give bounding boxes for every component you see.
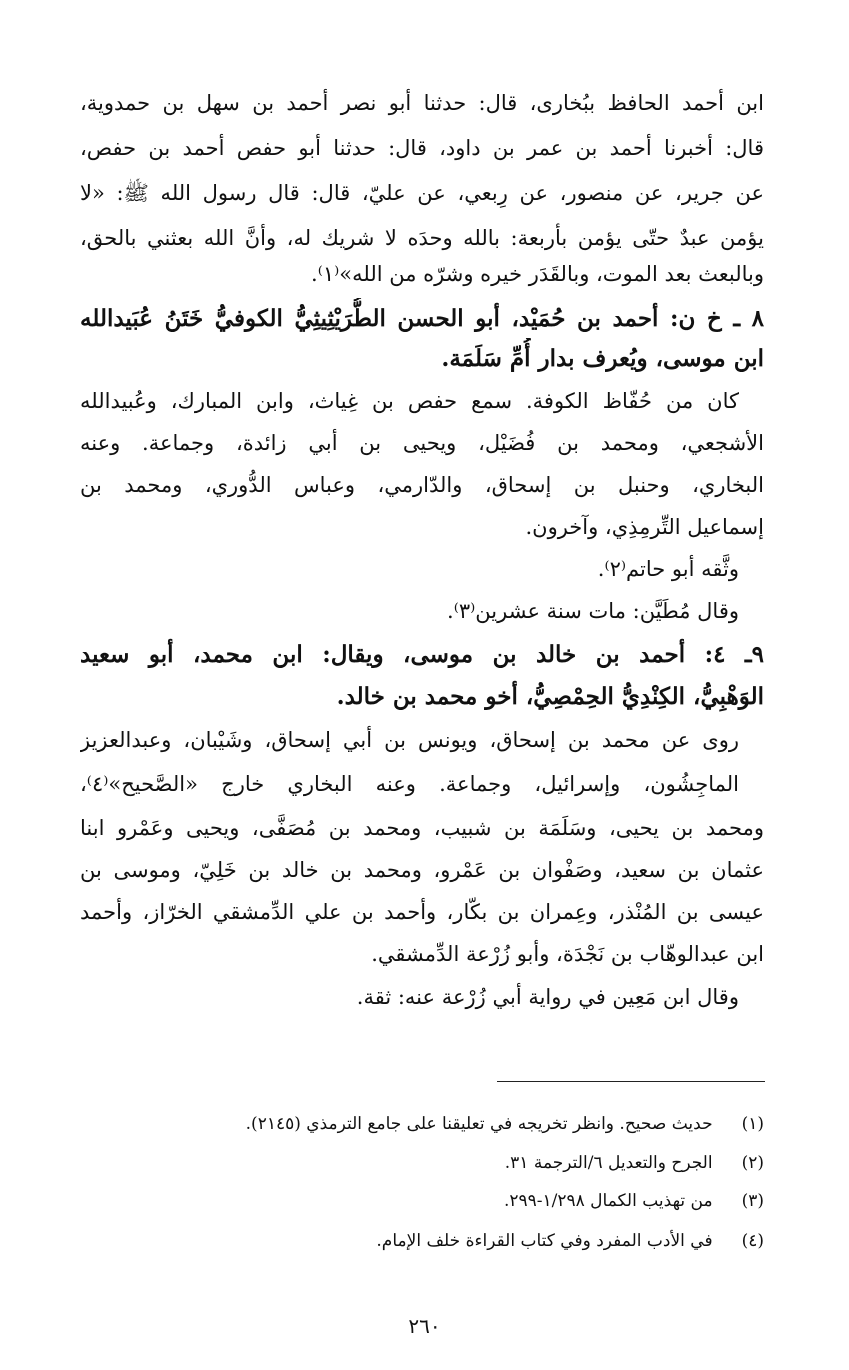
footnote-text: الجرح والتعديل ٦/الترجمة ٣١. — [504, 1153, 713, 1173]
body-line: روى عن محمد بن إسحاق، ويونس بن أبي إسحاق، وشَيْبان، وعبدالعزيز — [80, 728, 739, 752]
entry-heading: الوَهْبِيُّ، الكِنْدِيُّ الحِمْصِيُّ، أخو محمد بن خالد. — [336, 683, 764, 710]
body-line: وبالبعث بعد الموت، وبالقَدَر خيره وشرّه من الله»⁽١⁾. — [311, 262, 764, 286]
body-line: عثمان بن سعيد، وصَفْوان بن عَمْرو، ومحمد بن خالد بن خَلِيّ، وموسى بن — [80, 858, 764, 882]
entry-heading: ٩ـ ٤: أحمد بن خالد بن موسى، ويقال: ابن محمد، أبو سعيد — [80, 641, 764, 668]
footnote — [80, 1148, 764, 1178]
body-line: وقال مُطَيَّن: مات سنة عشرين⁽٣⁾. — [447, 599, 739, 623]
body-line: ابن عبدالوهّاب بن نَجْدَة، وأبو زُرْعة الدِّمشقي. — [371, 942, 764, 966]
body-line: وقال ابن مَعِين في رواية أبي زُرْعة عنه: ثقة. — [356, 985, 739, 1009]
body-line: عيسى بن المُنْذر، وعِمران بن بكّار، وأحمد بن علي الدِّمشقي الخرّاز، وأحمد — [80, 900, 764, 924]
body-line: عن جرير، عن منصور، عن رِبعي، عن عليّ، قال: قال رسول الله ﷺ: «لا — [80, 181, 764, 205]
footnote-number: (٣) — [741, 1191, 764, 1211]
entry-heading: ٨ ـ خ ن: أحمد بن حُمَيْد، أبو الحسن الطُّرَيْثِيثِيُّ الكوفيُّ خَتَنُ عُبَيدالله — [80, 305, 764, 332]
footnote-number: (٢) — [741, 1153, 764, 1173]
footnote-text: من تهذيب الكمال ١/٢٩٨-٢٩٩. — [503, 1191, 713, 1211]
entry-heading: ابن موسى، ويُعرف بدار أُمِّ سَلَمَة. — [441, 345, 764, 372]
footnote-number: (١) — [741, 1114, 764, 1134]
footnote — [80, 1186, 764, 1216]
page-number: ٢٦٠ — [408, 1314, 441, 1338]
body-line: إسماعيل التِّرمِذِي، وآخرون. — [525, 515, 764, 539]
body-line: البخاري، وحنبل بن إسحاق، والدّارمي، وعباس الدُّوري، ومحمد بن — [80, 473, 764, 497]
footnote — [80, 1226, 764, 1256]
footnote-text: حديث صحيح. وانظر تخريجه في تعليقنا على جامع الترمذي (٢١٤٥). — [245, 1114, 713, 1134]
footnote-text: في الأدب المفرد وفي كتاب القراءة خلف الإمام. — [376, 1231, 713, 1251]
footnote-number: (٤) — [741, 1231, 764, 1251]
body-line: وثَّقه أبو حاتم⁽٢⁾. — [597, 557, 739, 581]
body-line: قال: أخبرنا أحمد بن عمر بن داود، قال: حدثنا أبو حفص أحمد بن حفص، — [80, 136, 764, 160]
body-line: كان من حُفّاظ الكوفة. سمع حفص بن غِياث، وابن المبارك، وعُبيدالله — [80, 389, 739, 413]
body-line: الأشجعي، ومحمد بن فُضَيْل، ويحيى بن أبي زائدة، وجماعة. وعنه — [80, 431, 764, 455]
body-line: الماجِشُون، وإسرائيل، وجماعة. وعنه البخاري خارج «الصَّحيح»⁽٤⁾، — [80, 772, 739, 796]
body-line: ومحمد بن يحيى، وسَلَمَة بن شبيب، ومحمد بن مُصَفَّى، ويحيى وعَمْرو ابنا — [80, 816, 764, 840]
body-line: يؤمن عبدٌ حتّى يؤمن بأربعة: بالله وحدَه لا شريك له، وأنَّ الله بعثني بالحق، — [80, 226, 764, 250]
footnote — [80, 1109, 764, 1139]
footnote-separator — [497, 1081, 765, 1082]
body-line: ابن أحمد الحافظ ببُخارى، قال: حدثنا أبو نصر أحمد بن سهل بن حمدوية، — [80, 91, 764, 115]
